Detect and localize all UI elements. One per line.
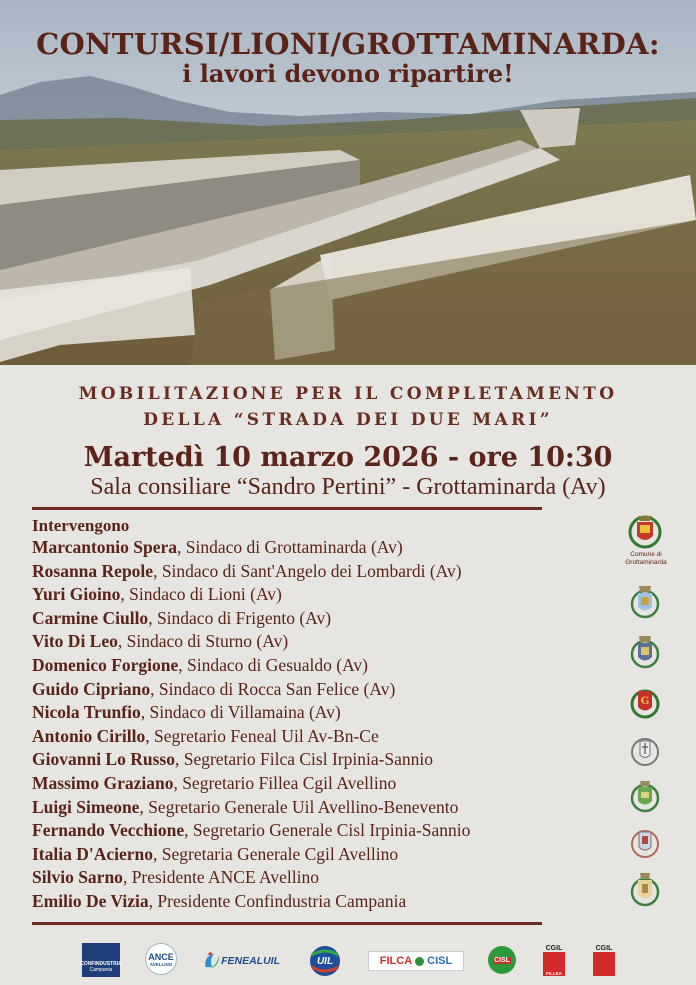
crest-label-line-1: Comune di — [630, 551, 662, 558]
ance-sub-label: AVELLINO — [149, 961, 173, 967]
divider-bottom — [32, 922, 542, 925]
speakers-list — [32, 516, 612, 914]
rocca-san-felice-crest-icon — [628, 680, 662, 720]
speaker-role: , Sindaco di Gesualdo (Av) — [178, 654, 369, 675]
speaker-row — [32, 843, 612, 867]
speaker-name: Emilio De Vizia — [32, 890, 149, 911]
filca-cisl-logo — [368, 951, 464, 971]
speaker-name: Domenico Forgione — [32, 654, 179, 675]
speaker-row — [32, 607, 612, 631]
frigento-crest-icon — [628, 820, 662, 860]
lioni-crest-icon — [628, 580, 662, 620]
municipal-crests — [618, 0, 678, 985]
speaker-row — [32, 630, 612, 654]
speaker-role: , Sindaco di Frigento (Av) — [148, 607, 332, 628]
speaker-role: , Segretario Generale Uil Avellino-Benevento — [139, 796, 459, 817]
divider-top — [32, 507, 542, 510]
filca-cisl-label: CISL — [427, 955, 453, 967]
cgil-label: CGIL — [595, 944, 613, 952]
speaker-row — [32, 772, 612, 796]
speaker-name: Vito Di Leo — [32, 631, 118, 652]
speaker-role: , Segretario Generale Cisl Irpinia-Sannio — [184, 820, 471, 841]
speaker-row — [32, 583, 612, 607]
speaker-role: , Presidente Confindustria Campania — [148, 890, 407, 911]
speaker-role: , Segretario Filca Cisl Irpinia-Sannio — [174, 749, 434, 770]
sturno-crest-icon — [628, 630, 662, 670]
speaker-row — [32, 701, 612, 725]
speaker-role: , Segretaria Generale Cgil Avellino — [153, 843, 399, 864]
speaker-name: Guido Cipriano — [32, 678, 151, 699]
crest-label-line-2: Grottaminarda — [625, 559, 667, 566]
speaker-row — [32, 678, 612, 702]
svg-text:G: G — [640, 696, 650, 707]
speaker-name: Nicola Trunfio — [32, 702, 141, 723]
speaker-name: Luigi Simeone — [32, 796, 140, 817]
uil-logo — [306, 945, 344, 977]
speaker-name: Silvio Sarno — [32, 867, 123, 888]
speaker-row — [32, 725, 612, 749]
speaker-row — [32, 560, 612, 584]
speaker-role: , Sindaco di Villamaina (Av) — [140, 702, 341, 723]
fillea-cgil-logo — [542, 940, 566, 980]
confindustria-label: CONFINDUSTRIA — [80, 961, 122, 967]
speaker-name: Rosanna Repole — [32, 560, 154, 581]
speaker-row — [32, 536, 612, 560]
speaker-name: Massimo Graziano — [32, 772, 174, 793]
speaker-row — [32, 890, 612, 914]
speaker-row — [32, 748, 612, 772]
speaker-name: Yuri Gioino — [32, 584, 121, 605]
speaker-role: , Presidente ANCE Avellino — [122, 867, 319, 888]
speaker-role: , Segretario Fillea Cgil Avellino — [173, 772, 397, 793]
speaker-role: , Sindaco di Rocca San Felice (Av) — [150, 678, 396, 699]
speaker-row — [32, 654, 612, 678]
speaker-role: , Sindaco di Sturno (Av) — [117, 631, 289, 652]
subtitle-line-2: DELLA “STRADA DEI DUE MARI” — [143, 410, 553, 430]
cgil-red-block — [593, 952, 615, 976]
speaker-role: , Segretario Feneal Uil Av-Bn-Ce — [145, 725, 379, 746]
speaker-name: Antonio Cirillo — [32, 725, 146, 746]
feneal-swirl-icon — [202, 948, 221, 974]
event-date: Martedì 10 marzo 2026 - ore 10:30 — [83, 442, 613, 473]
speaker-row — [32, 796, 612, 820]
cgil-logo — [592, 940, 616, 980]
title-line-2: i lavori devono ripartire! — [182, 59, 514, 88]
feneal-logo — [202, 945, 280, 977]
confindustria-logo — [82, 943, 120, 977]
sponsor-logos — [0, 937, 696, 985]
villamaina-crest-icon — [628, 728, 662, 768]
event-venue: Sala consiliare “Sandro Pertini” - Grottaminarda (Av) — [90, 474, 606, 500]
speaker-name: Marcantonio Spera — [32, 537, 178, 557]
feneal-label: FENEALUIL — [221, 955, 280, 967]
poster-title — [0, 28, 696, 88]
speaker-role: , Sindaco di Grottaminarda (Av) — [177, 537, 403, 557]
speaker-name: Italia D'Acierno — [32, 843, 154, 864]
sant-angelo-crest-icon — [628, 774, 662, 814]
speaker-name: Carmine Ciullo — [32, 607, 149, 628]
cisl-round-label: CISL — [494, 956, 510, 964]
confindustria-sub-label: Campania — [89, 967, 113, 973]
ance-logo — [145, 943, 177, 975]
filca-label: FILCA — [379, 955, 413, 967]
speaker-name: Giovanni Lo Russo — [32, 749, 175, 770]
subtitle-line-1: MOBILITAZIONE PER IL COMPLETAMENTO — [78, 384, 618, 404]
fillea-label: FILLEA — [546, 970, 562, 976]
title-line-1: CONTURSI/LIONI/GROTTAMINARDA: — [36, 27, 660, 61]
ance-label: ANCE — [148, 951, 174, 962]
speaker-name: Fernando Vecchione — [32, 820, 185, 841]
speaker-role: , Sindaco di Lioni (Av) — [120, 584, 282, 605]
speaker-role: , Sindaco di Sant'Angelo dei Lombardi (Av) — [153, 560, 462, 581]
uil-label: UIL — [316, 955, 334, 967]
fillea-red-block — [543, 952, 565, 976]
speaker-row — [32, 866, 612, 890]
grottaminarda-crest-icon — [628, 510, 662, 550]
fillea-cgil-label: CGIL — [545, 944, 563, 952]
filca-dot-icon — [415, 957, 424, 966]
speaker-row — [32, 819, 612, 843]
cisl-logo — [488, 946, 516, 974]
gesualdo-crest-icon — [628, 868, 662, 908]
speakers-heading: Intervengono — [32, 516, 130, 535]
